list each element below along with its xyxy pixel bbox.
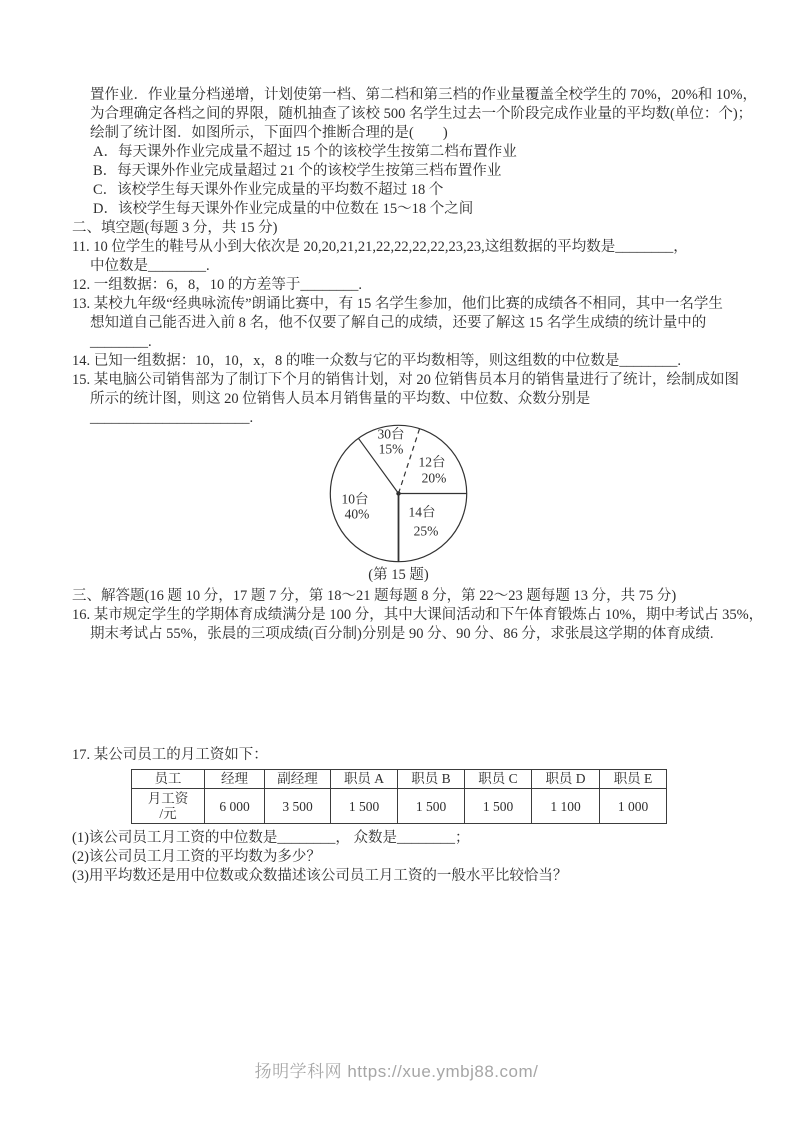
q17-sub-2: (2)该公司员工月工资的平均数为多少？ — [72, 849, 321, 865]
table-cell: 1 100 — [532, 789, 600, 824]
q15-line-2: 所示的统计图，则这 20 位销售人员本月销售量的平均数、中位数、众数分别是 — [90, 391, 591, 407]
table-header-cell: 员工 — [132, 770, 205, 789]
q17-sub-1: (1)该公司员工月工资的中位数是________， 众数是________； — [72, 830, 470, 846]
table-cell: 1 000 — [600, 789, 667, 824]
q10-line-2: 为合理确定各档之间的界限，随机抽查了该校 500 名学生过去一个阶段完成作业量的平均数(单位：个)； — [90, 106, 753, 122]
q17-block — [72, 746, 762, 886]
q14-text: 14. 已知一组数据：10，10，x，8 的唯一众数与它的平均数相等，则这组数的中位数是________. — [72, 353, 681, 369]
table-header-row — [132, 770, 667, 789]
pie-caption: (第 15 题) — [368, 567, 429, 583]
q13-line-1: 13. 某校九年级“经典咏流传”朗诵比赛中，有 15 名学生参加，他们比赛的成绩各不相同，其中一名学生 — [72, 296, 723, 312]
q10-option-a: A．每天课外作业完成量不超过 15 个的该校学生按第二档布置作业 — [93, 144, 517, 160]
q17-intro: 17. 某公司员工的月工资如下： — [72, 747, 268, 763]
q15-answer-blank: ______________________. — [90, 410, 254, 426]
q12-text: 12. 一组数据：6，8，10 的方差等于________. — [72, 277, 362, 293]
top-text-block — [72, 86, 762, 428]
row-label-line1: 月工资 — [147, 791, 189, 806]
q10-line-3: 绘制了统计图．如图所示，下面四个推断合理的是( ) — [90, 125, 448, 141]
section2-title: 二、填空题(每题 3 分，共 15 分) — [72, 220, 278, 236]
salary-table — [131, 769, 667, 824]
pie-slice-percent: 15% — [378, 441, 404, 457]
table-header-cell: 职员 A — [331, 770, 398, 789]
table-value-row — [132, 789, 667, 824]
row-label-line2: /元 — [159, 806, 177, 821]
pie-slice-label: 10台 — [341, 491, 369, 507]
table-header-cell: 职员 C — [465, 770, 532, 789]
table-cell: 6 000 — [205, 789, 265, 824]
table-cell: 3 500 — [265, 789, 331, 824]
q10-option-d: D．该校学生每天课外作业完成量的中位数在 15～18 个之间 — [93, 201, 474, 217]
table-cell: 1 500 — [331, 789, 398, 824]
q16-line-2: 期末考试占 55%，张晨的三项成绩(百分制)分别是 90 分、90 分、86 分，求张晨这学期的体育成绩. — [90, 626, 714, 642]
footer-watermark: 扬明学科网 https://xue.ymbj88.com/ — [254, 1062, 539, 1081]
section3-title: 三、解答题(16 题 10 分，17 题 7 分，第 18～21 题每题 8 分，第 22～23 题每题 13 分，共 75 分) — [72, 588, 677, 604]
pie-slice-label: 14台 — [408, 504, 436, 520]
q16-line-1: 16. 某市规定学生的学期体育成绩满分是 100 分，其中大课间活动和下午体育锻炼占 10%，期中考试占 35%， — [72, 607, 764, 623]
q13-line-2: 想知道自己能否进入前 8 名，他不仅要了解自己的成绩，还要了解这 15 名学生成绩的统计量中的 — [90, 315, 707, 331]
table-cell: 1 500 — [465, 789, 532, 824]
q13-answer-blank: ________. — [90, 334, 152, 350]
q15-line-1: 15. 某电脑公司销售部为了制订下个月的销售计划，对 20 位销售员本月的销售量进行了统计，绘制成如图 — [72, 372, 739, 388]
pie-slice-percent: 40% — [344, 506, 370, 522]
pie-slice-label: 30台 — [377, 426, 405, 442]
pie-slice-label: 12台 — [418, 454, 446, 470]
pie-chart — [329, 424, 468, 563]
table-cell: 1 500 — [398, 789, 465, 824]
q11-line-1: 11. 10 位学生的鞋号从小到大依次是 20,20,21,21,22,22,22,22,23,23,这组数据的平均数是________， — [72, 239, 688, 255]
pie-slice-percent: 20% — [421, 470, 447, 486]
table-header-cell: 经理 — [205, 770, 265, 789]
table-row-label — [132, 789, 205, 824]
q11-line-2: 中位数是________. — [90, 258, 210, 274]
table-header-cell: 职员 E — [600, 770, 667, 789]
q10-line-1: 置作业．作业量分档递增，计划使第一档、第二档和第三档的作业量覆盖全校学生的 70%，20%和 10%， — [90, 87, 757, 103]
q17-sub-3: (3)用平均数还是用中位数或众数描述该公司员工月工资的一般水平比较恰当？ — [72, 868, 568, 884]
q10-option-b: B．每天课外作业完成量超过 21 个的该校学生按第三档布置作业 — [93, 163, 502, 179]
table-header-cell: 副经理 — [265, 770, 331, 789]
q10-option-c: C．该校学生每天课外作业完成量的平均数不超过 18 个 — [93, 182, 444, 198]
pie-slice-percent: 25% — [413, 523, 439, 539]
table-header-cell: 职员 B — [398, 770, 465, 789]
section3-block — [72, 587, 762, 644]
table-header-cell: 职员 D — [532, 770, 600, 789]
